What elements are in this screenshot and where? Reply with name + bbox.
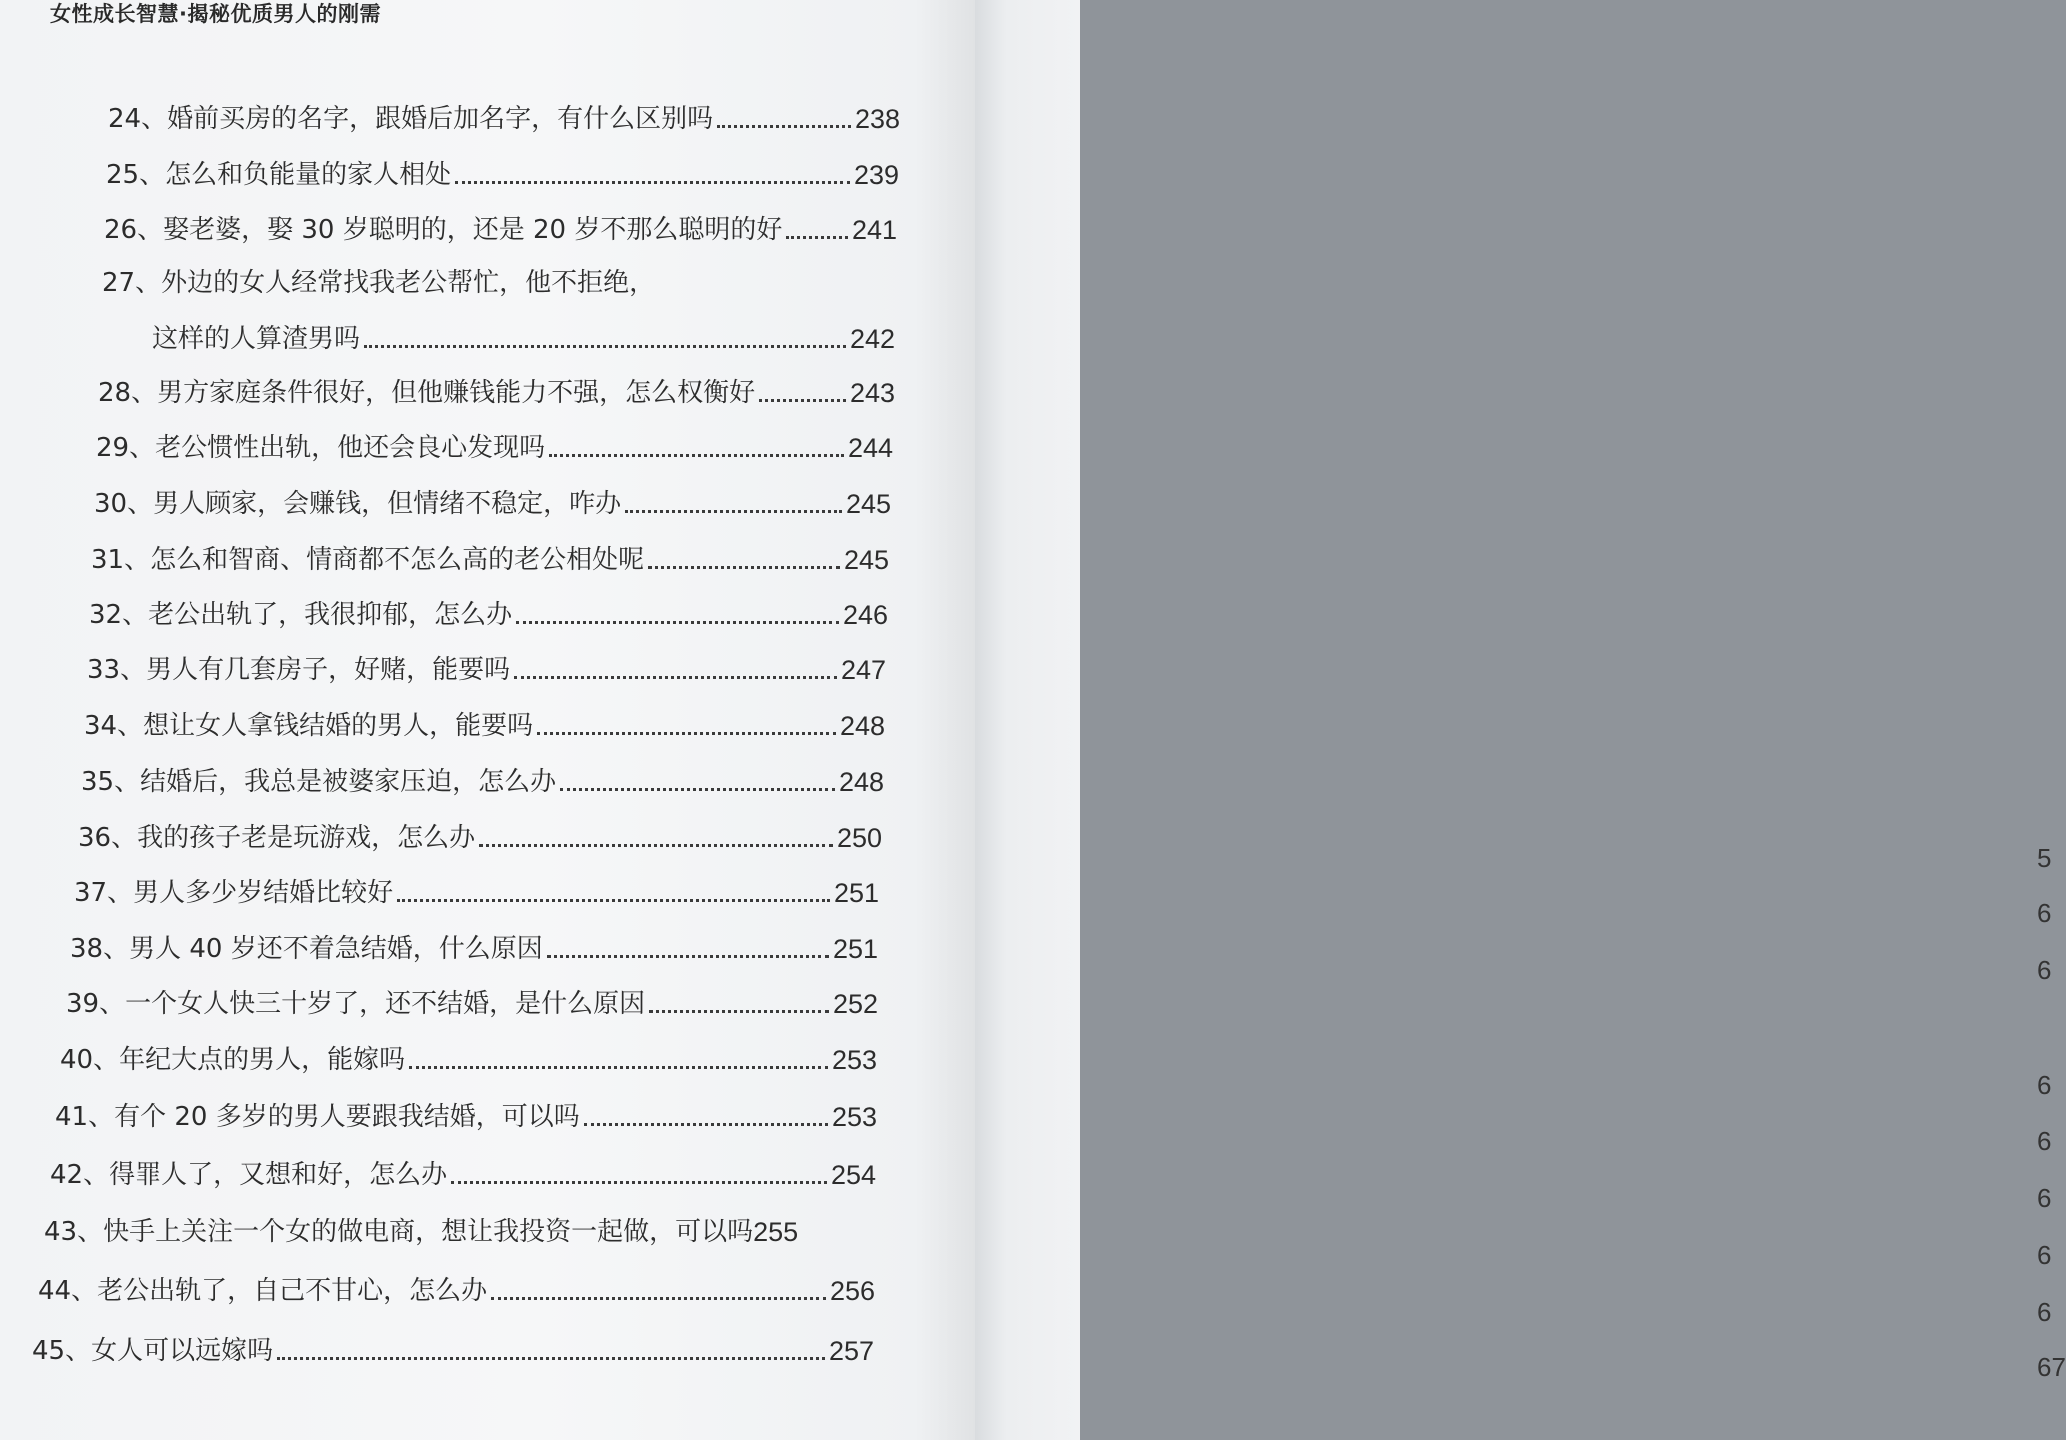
toc-entry xyxy=(50,1154,876,1191)
toc-entry-number: 30、 xyxy=(94,489,154,519)
toc-leader-dots xyxy=(491,1297,826,1300)
toc-leader-dots xyxy=(549,454,844,457)
toc-entry-title: 结婚后，我总是被婆家压迫，怎么办 xyxy=(140,767,557,797)
toc-entry-number: 29、 xyxy=(96,433,156,463)
toc-entry xyxy=(106,154,899,191)
toc-entry-title-first-line xyxy=(102,262,655,299)
toc-entry-number: 24、 xyxy=(108,104,168,134)
toc-entry-title: 得罪人了，又想和好，怎么办 xyxy=(109,1160,448,1190)
toc-entry-number: 42、 xyxy=(50,1160,110,1190)
toc-entry-page: 238 xyxy=(854,104,900,134)
toc-entry xyxy=(38,1270,875,1307)
toc-entry-page: 239 xyxy=(853,160,899,190)
toc-leader-dots xyxy=(648,566,840,569)
toc-entry-title: 娶老婆，娶 30 岁聪明的，还是 20 岁不那么聪明的好 xyxy=(163,215,783,245)
toc-entry-title: 一个女人快三十岁了，还不结婚，是什么原因 xyxy=(125,989,646,1019)
toc-entry-page: 251 xyxy=(832,934,878,964)
toc-entry-page: 253 xyxy=(831,1045,877,1075)
edge-digit: 6 xyxy=(2037,898,2052,928)
toc-leader-dots xyxy=(409,1066,828,1069)
toc-entry-title: 女人可以远嫁吗 xyxy=(91,1336,274,1366)
toc-leader-dots xyxy=(560,788,835,791)
toc-entry-title: 老公出轨了，自己不甘心，怎么办 xyxy=(97,1276,488,1306)
toc-entry-title: 男人 40 岁还不着急结婚，什么原因 xyxy=(129,934,543,964)
toc-entry-title: 怎么和智商、情商都不怎么高的老公相处呢 xyxy=(150,545,645,575)
toc-leader-dots xyxy=(547,955,829,958)
toc-entry-title: 快手上关注一个女的做电商，想让我投资一起做，可以吗 xyxy=(103,1217,754,1247)
toc-entry-number: 26、 xyxy=(104,215,164,245)
toc-entry-title: 我的孩子老是玩游戏，怎么办 xyxy=(137,823,476,853)
edge-digit: 5 xyxy=(2037,843,2052,873)
toc-entry-page: 245 xyxy=(843,545,889,575)
toc-entry-title: 老公惯性出轨，他还会良心发现吗 xyxy=(155,433,546,463)
toc-entry-number: 41、 xyxy=(55,1102,115,1132)
toc-entry-number: 35、 xyxy=(81,767,141,797)
toc-entry-number: 36、 xyxy=(78,823,138,853)
toc-entry-page: 244 xyxy=(847,433,893,463)
toc-entry-title: 年纪大点的男人，能嫁吗 xyxy=(119,1045,406,1075)
toc-entry xyxy=(87,649,886,686)
toc-entry-number: 27、 xyxy=(102,268,162,298)
toc-entry xyxy=(74,872,879,909)
edge-digit: 6 xyxy=(2037,1297,2052,1327)
toc-leader-dots xyxy=(625,510,842,513)
toc-leader-dots xyxy=(397,899,830,902)
edge-digit: 6 xyxy=(2037,1070,2052,1100)
toc-entry-page: 243 xyxy=(849,378,895,408)
toc-entry xyxy=(44,1211,876,1248)
toc-leader-dots xyxy=(364,345,846,348)
toc-entry xyxy=(94,483,891,520)
toc-entry-page: 245 xyxy=(845,489,891,519)
toc-entry-title: 男人多少岁结婚比较好 xyxy=(133,878,394,908)
toc-entry-number: 43、 xyxy=(44,1217,104,1247)
toc-entry-number: 33、 xyxy=(87,655,147,685)
edge-digit: 6 xyxy=(2037,1183,2052,1213)
toc-leader-dots xyxy=(584,1123,828,1126)
toc-entry-page: 242 xyxy=(849,324,895,354)
toc-leader-dots xyxy=(479,844,833,847)
toc-leader-dots xyxy=(759,399,846,402)
toc-entry xyxy=(84,705,885,742)
toc-leader-dots xyxy=(516,621,839,624)
toc-entry-number: 37、 xyxy=(74,878,134,908)
toc-entry-title: 有个 20 多岁的男人要跟我结婚，可以吗 xyxy=(114,1102,580,1132)
toc-leader-dots xyxy=(451,1181,827,1184)
toc-entry xyxy=(55,1096,877,1133)
toc-entry xyxy=(98,372,895,409)
toc-entry-page: 254 xyxy=(830,1160,876,1190)
toc-entry-title-continued: 这样的人算渣男吗 xyxy=(152,324,361,354)
toc-entry-page: 246 xyxy=(842,600,888,630)
toc-entry-title: 男方家庭条件很好，但他赚钱能力不强，怎么权衡好 xyxy=(157,378,756,408)
toc-entry-number: 45、 xyxy=(32,1336,92,1366)
toc-entry-page: 256 xyxy=(829,1276,875,1306)
toc-entry-page: 252 xyxy=(832,989,878,1019)
toc-entry xyxy=(60,1039,877,1076)
toc-leader-dots xyxy=(277,1357,825,1360)
toc-entry-page: 255 xyxy=(753,1217,799,1247)
book-page xyxy=(0,0,975,1440)
toc-leader-dots xyxy=(514,676,837,679)
toc-leader-dots xyxy=(649,1010,829,1013)
toc-entry xyxy=(96,427,893,464)
toc-entry-page: 241 xyxy=(851,215,897,245)
edge-digit: 6 xyxy=(2037,1126,2052,1156)
toc-entry xyxy=(32,1330,874,1367)
toc-entry-number: 38、 xyxy=(70,934,130,964)
toc-entry-title: 男人有几套房子，好赌，能要吗 xyxy=(146,655,511,685)
toc-entry-page: 251 xyxy=(833,878,879,908)
edge-digit: 67 xyxy=(2037,1352,2066,1382)
toc-entry xyxy=(152,318,895,355)
toc-entry-number: 39、 xyxy=(66,989,126,1019)
toc-entry-number: 32、 xyxy=(89,600,149,630)
toc-entry-title: 婚前买房的名字，跟婚后加名字，有什么区别吗 xyxy=(167,104,714,134)
toc-entry-page: 248 xyxy=(839,711,885,741)
table-of-contents xyxy=(0,0,975,1440)
toc-entry xyxy=(104,209,897,246)
toc-entry-title: 想让女人拿钱结婚的男人，能要吗 xyxy=(143,711,534,741)
toc-entry-page: 250 xyxy=(836,823,882,853)
toc-entry-title: 怎么和负能量的家人相处 xyxy=(165,160,452,190)
toc-entry xyxy=(91,539,889,576)
toc-entry-title: 男人顾家，会赚钱，但情绪不稳定，咋办 xyxy=(153,489,622,519)
toc-leader-dots xyxy=(537,732,836,735)
toc-entry-page: 257 xyxy=(828,1336,874,1366)
toc-leader-dots xyxy=(786,236,848,239)
toc-entry xyxy=(108,98,900,135)
toc-entry-number: 44、 xyxy=(38,1276,98,1306)
toc-entry xyxy=(89,594,888,631)
toc-entry-number: 28、 xyxy=(98,378,158,408)
edge-digit: 6 xyxy=(2037,1240,2052,1270)
toc-entry-page: 247 xyxy=(840,655,886,685)
toc-leader-dots xyxy=(455,181,850,184)
running-header: 女性成长智慧·揭秘优质男人的刚需 xyxy=(50,2,381,26)
toc-entry-number: 40、 xyxy=(60,1045,120,1075)
toc-leader-dots xyxy=(717,125,851,128)
edge-digit: 6 xyxy=(2037,955,2052,985)
toc-entry-page: 253 xyxy=(831,1102,877,1132)
toc-entry xyxy=(78,817,882,854)
toc-entry xyxy=(66,983,878,1020)
toc-entry-number: 34、 xyxy=(84,711,144,741)
toc-entry-title: 老公出轨了，我很抑郁，怎么办 xyxy=(148,600,513,630)
toc-entry-title: 外边的女人经常找我老公帮忙，他不拒绝， xyxy=(161,268,656,298)
next-page-edge xyxy=(975,0,2066,1440)
toc-entry-number: 31、 xyxy=(91,545,151,575)
toc-entry xyxy=(81,761,884,798)
toc-entry xyxy=(70,928,878,965)
toc-entry-number: 25、 xyxy=(106,160,166,190)
toc-entry-page: 248 xyxy=(838,767,884,797)
